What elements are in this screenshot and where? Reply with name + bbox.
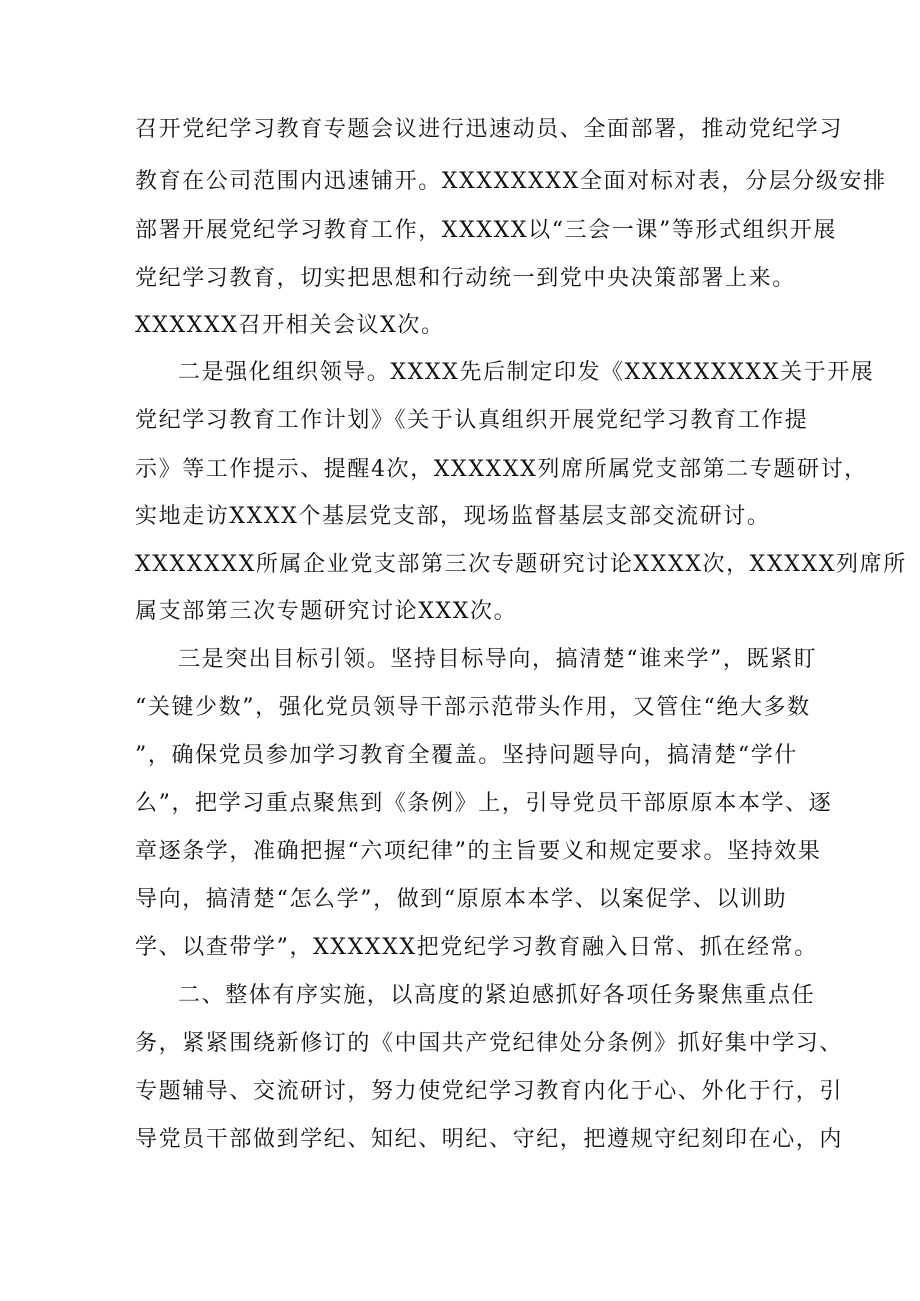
paragraph-line: 导党员干部做到学纪、知纪、明纪、守纪，把遵规守纪刻印在心，内 xyxy=(135,1127,844,1152)
paragraph-line: 章逐条学，准确把握“六项纪律”的主旨要义和规定要求。坚持效果 xyxy=(135,839,822,864)
paragraph-line: 学、以查带学”，XXXXXX把党纪学习教育融入日常、抓在经常。 xyxy=(135,935,818,960)
paragraph-line: 教育在公司范围内迅速铺开。XXXXXXXX全面对标对表，分层分级安排 xyxy=(135,169,887,194)
paragraph-line: “关键少数”，强化党员领导干部示范带头作用，又管住“绝大多数 xyxy=(135,695,811,720)
paragraph-line: 三是突出目标引领。坚持目标导向，搞清楚“谁来学”，既紧盯 xyxy=(178,647,818,672)
paragraph-line: 召开党纪学习教育专题会议进行迅速动员、全面部署，推动党纪学习 xyxy=(135,117,844,142)
paragraph-line: 党纪学习教育工作计划》《关于认真组织开展党纪学习教育工作提 xyxy=(135,408,809,433)
paragraph-line: 党纪学习教育，切实把思想和行动统一到党中央决策部署上来。 xyxy=(135,266,796,291)
paragraph-line: 专题辅导、交流研讨，努力使党纪学习教育内化于心、外化于行，引 xyxy=(135,1079,844,1104)
paragraph-line: 导向，搞清楚“怎么学”，做到“原原本本学、以案促学、以训助 xyxy=(135,887,788,912)
paragraph-line: 实地走访XXXX个基层党支部，现场监督基层支部交流研讨。 xyxy=(135,504,771,529)
paragraph-line: 示》等工作提示、提醒4次，XXXXXX列席所属党支部第二专题研讨， xyxy=(135,457,868,482)
paragraph-line: 部署开展党纪学习教育工作，XXXXX以“三会一课”等形式组织开展 xyxy=(135,218,838,243)
paragraph-line: 属支部第三次专题研究讨论XXX次。 xyxy=(135,599,518,624)
paragraph-line: XXXXXXX所属企业党支部第三次专题研究讨论XXXX次，XXXXX列席所 xyxy=(135,552,907,577)
paragraph-line: 务，紧紧围绕新修订的《中国共产党纪律处分条例》抓好集中学习、 xyxy=(135,1031,844,1056)
paragraph-line: ”，确保党员参加学习教育全覆盖。坚持问题导向，搞清楚“学什 xyxy=(135,743,798,768)
paragraph-line: 二、整体有序实施，以高度的紧迫感抓好各项任务聚焦重点任 xyxy=(178,983,816,1008)
paragraph-line: 么”，把学习重点聚焦到《条例》上，引导党员干部原原本本学、逐 xyxy=(135,791,833,816)
paragraph-line: XXXXXX召开相关会议X次。 xyxy=(135,313,445,338)
paragraph-line: 二是强化组织领导。XXXX先后制定印发《XXXXXXXXX关于开展 xyxy=(178,360,875,385)
